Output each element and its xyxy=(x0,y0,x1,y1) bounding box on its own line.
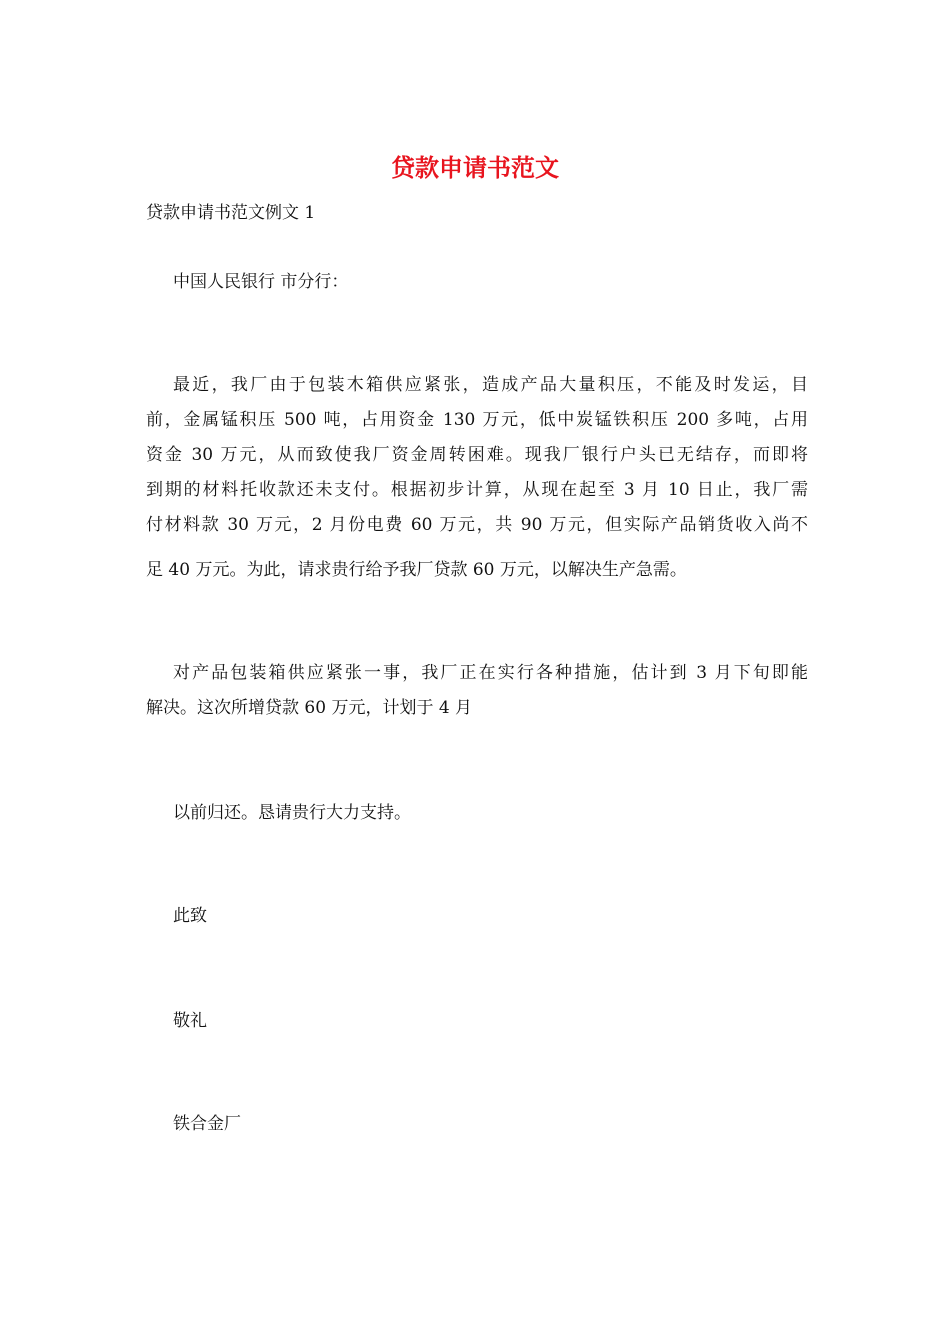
closing-cizhi: 此致 xyxy=(173,906,207,926)
signature: 铁合金厂 xyxy=(173,1114,241,1134)
paragraph1-line: 前，金属锰积压 500 吨，占用资金 130 万元，低中炭锰铁积压 200 多吨，占用 xyxy=(146,410,808,430)
paragraph1-line: 足 40 万元。为此，请求贵行给予我厂贷款 60 万元，以解决生产急需。 xyxy=(146,560,687,580)
paragraph1-line: 到期的材料托收款还未支付。根据初步计算，从现在起至 3 月 10 日止，我厂需 xyxy=(146,480,808,500)
document-title: 贷款申请书范文 xyxy=(391,153,559,182)
paragraph2-line: 解决。这次所增贷款 60 万元，计划于 4 月 xyxy=(146,698,473,718)
paragraph1-line: 最近，我厂由于包装木箱供应紧张，造成产品大量积压，不能及时发运，目 xyxy=(173,375,808,395)
paragraph3: 以前归还。恳请贵行大力支持。 xyxy=(173,803,411,823)
paragraph2-line: 对产品包装箱供应紧张一事，我厂正在实行各种措施，估计到 3 月下旬即能 xyxy=(173,663,808,683)
paragraph1-line: 资金 30 万元，从而致使我厂资金周转困难。现我厂银行户头已无结存，而即将 xyxy=(146,445,808,465)
document-subtitle: 贷款申请书范文例文 1 xyxy=(146,203,316,223)
closing-jingli: 敬礼 xyxy=(173,1011,207,1031)
salutation: 中国人民银行 市分行： xyxy=(173,272,349,292)
paragraph1-line: 付材料款 30 万元，2 月份电费 60 万元，共 90 万元，但实际产品销货收入尚不 xyxy=(146,515,808,535)
